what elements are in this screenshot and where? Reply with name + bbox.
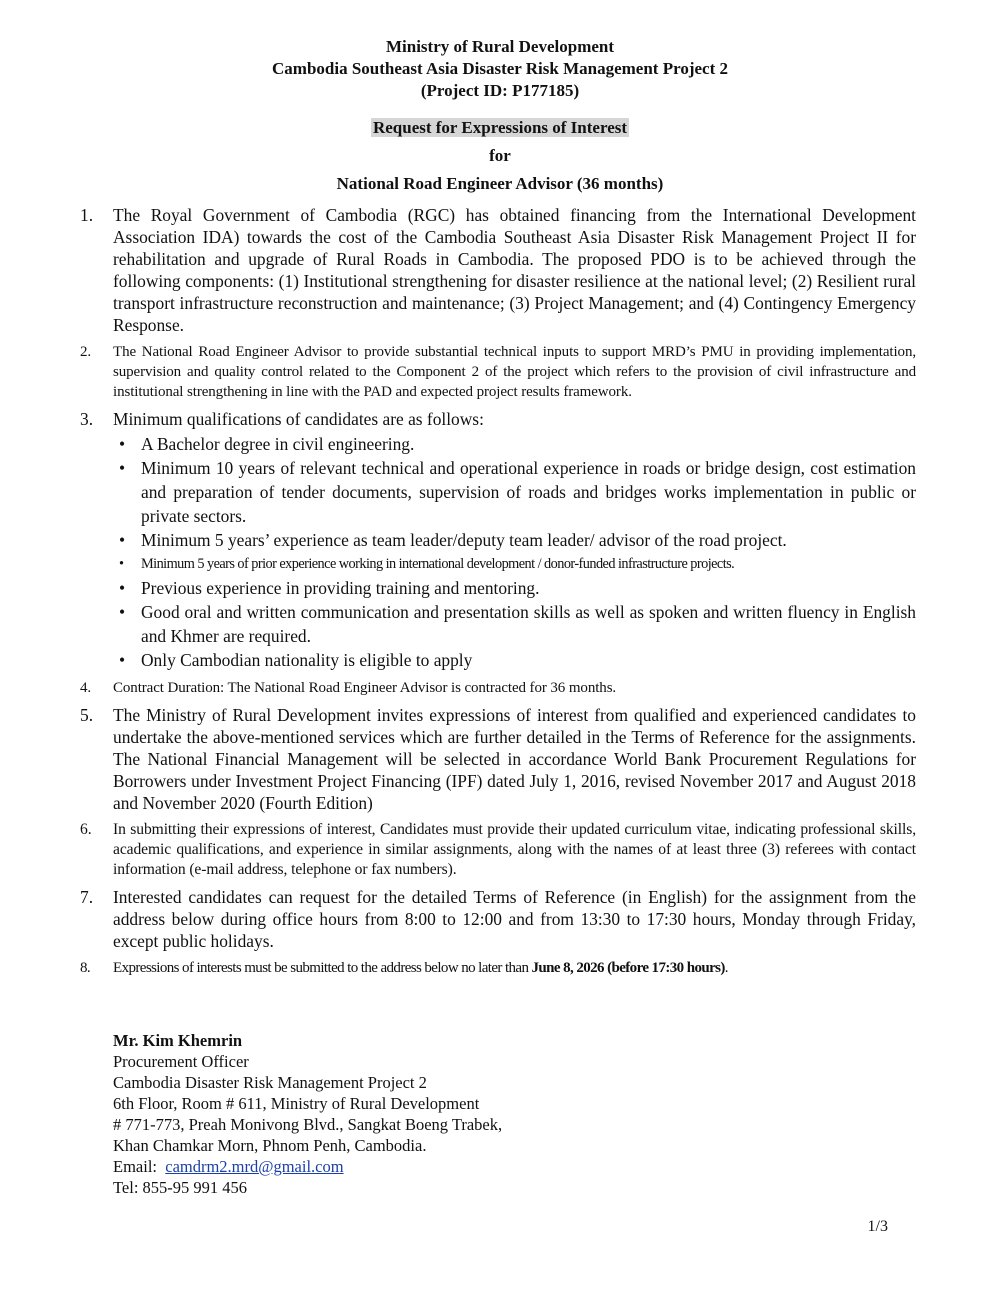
request-title xyxy=(0,117,1000,139)
item-number: 2. xyxy=(80,344,92,360)
request-title-text: Request for Expressions of Interest xyxy=(372,118,628,137)
item-text: Contract Duration: The National Road Engineer Advisor is contracted for 36 months. xyxy=(113,680,617,696)
for-label: for xyxy=(489,146,511,165)
list-item: 8. Expressions of interests must be submitted to the address below no later than June 8, 2026 (before 17:30 hours). xyxy=(80,960,728,976)
contact-address-line: 6th Floor, Room # 611, Ministry of Rural Development xyxy=(113,1094,480,1113)
list-item xyxy=(80,886,916,952)
qualification-item: • Good oral and written communication and presentation skills as well as spoken and written fluency in English and Khmer are required. xyxy=(119,602,916,646)
deadline-date: June 8, 2026 (before 17:30 hours) xyxy=(531,960,725,976)
bullet-icon: • xyxy=(119,458,126,478)
project-id: (Project ID: P177185) xyxy=(420,81,580,100)
qualification-item: • Minimum 5 years’ experience as team leader/deputy team leader/ advisor of the road project. xyxy=(119,530,787,550)
list-item xyxy=(80,204,916,336)
contact-address-line: Khan Chamkar Morn, Phnom Penh, Cambodia. xyxy=(113,1136,427,1155)
item-number: 6. xyxy=(80,821,92,838)
item-number: 4. xyxy=(80,680,92,696)
qualification-item: • A Bachelor degree in civil engineering. xyxy=(119,434,415,454)
qualification-item: • Previous experience in providing training and mentoring. xyxy=(119,578,540,598)
bullet-icon: • xyxy=(119,602,126,622)
list-item xyxy=(80,678,916,698)
contact-block xyxy=(113,1030,502,1198)
contact-phone: Tel: 855-95 991 456 xyxy=(113,1178,248,1197)
item-number: 7. xyxy=(80,887,94,907)
email-label: Email: xyxy=(113,1157,157,1176)
item-text: Minimum qualifications of candidates are as follows: xyxy=(113,409,484,429)
item-text: The National Road Engineer Advisor to provide substantial technical inputs to support MRD’s PMU in providing implementation, supervision and quality control related to the Component 2 of the project which refers to the provision of civil infrastructure and institutional strengthening in line with the PAD and expected project results framework. xyxy=(113,344,916,400)
item-text: The Ministry of Rural Development invites expressions of interest from qualified and experienced candidates to undertake the above-mentioned services which are further detailed in the Terms of Reference for the assignments. The National Financial Management will be selected in accordance World Bank Procurement Regulations for Borrowers under Investment Project Financing (IPF) dated July 1, 2016, revised November 2017 and August 2018 and November 2020 (Fourth Edition) xyxy=(113,705,916,813)
list-item xyxy=(80,408,916,672)
item-number: 3. xyxy=(80,409,94,429)
contact-title: Procurement Officer xyxy=(113,1052,249,1071)
list-item xyxy=(80,342,916,402)
position-title: National Road Engineer Advisor (36 months) xyxy=(336,174,664,193)
contact-email-row xyxy=(113,1156,502,1177)
bullet-icon: • xyxy=(119,556,124,572)
bullet-icon: • xyxy=(119,434,126,454)
item-text: In submitting their expressions of interest, Candidates must provide their updated curriculum vitae, indicating professional skills, academic qualifications, and experience in similar assignments, along with the names of at least three (3) referees with contact information (e-mail address, telephone or fax numbers). xyxy=(113,821,916,878)
page-number: 1/3 xyxy=(867,1218,888,1235)
qualification-item: • Only Cambodian nationality is eligible to apply xyxy=(119,650,473,670)
item-number: 8. xyxy=(80,960,91,976)
bullet-icon: • xyxy=(119,650,126,670)
contact-project: Cambodia Disaster Risk Management Project 2 xyxy=(113,1073,427,1092)
list-item xyxy=(80,704,916,814)
org-heading: Ministry of Rural Development xyxy=(385,37,615,56)
qualification-item: • Minimum 10 years of relevant technical and operational experience in roads or bridge design, cost estimation and preparation of tender documents, supervision of roads and bridges works implementation in public or private sectors. xyxy=(119,458,916,526)
qualifications-list xyxy=(113,432,916,672)
contact-address-line: # 771-773, Preah Monivong Blvd., Sangkat Boeng Trabek, xyxy=(113,1115,503,1134)
item-text: Interested candidates can request for the detailed Terms of Reference (in English) for the assignment from the address below during office hours from 8:00 to 12:00 and from 13:30 to 17:30 hours, Monday through Friday, except public holidays. xyxy=(113,887,916,951)
project-heading: Cambodia Southeast Asia Disaster Risk Management Project 2 xyxy=(272,59,728,78)
bullet-icon: • xyxy=(119,578,126,598)
item-number: 5. xyxy=(80,705,94,725)
item-text: Expressions of interests must be submitted to the address below no later than xyxy=(113,960,532,976)
list-item xyxy=(80,820,916,880)
email-link[interactable]: camdrm2.mrd@gmail.com xyxy=(165,1157,344,1176)
bullet-icon: • xyxy=(119,530,126,550)
qualification-item: • Minimum 5 years of prior experience working in international development / donor-funded infrastructure projects. xyxy=(113,552,916,576)
numbered-list xyxy=(80,204,916,984)
item-number: 1. xyxy=(80,205,94,225)
contact-name: Mr. Kim Khemrin xyxy=(113,1031,243,1050)
item-text: The Royal Government of Cambodia (RGC) has obtained financing from the International Development Association IDA) towards the cost of the Cambodia Southeast Asia Disaster Risk Management Project II for rehabilitation and upgrade of Rural Roads in Cambodia. The proposed PDO is to be achieved through the following components: (1) Institutional strengthening for disaster resilience at the national level; (2) Resilient rural transport infrastructure reconstruction and maintenance; (3) Project Management; and (4) Contingency Emergency Response. xyxy=(113,205,916,335)
